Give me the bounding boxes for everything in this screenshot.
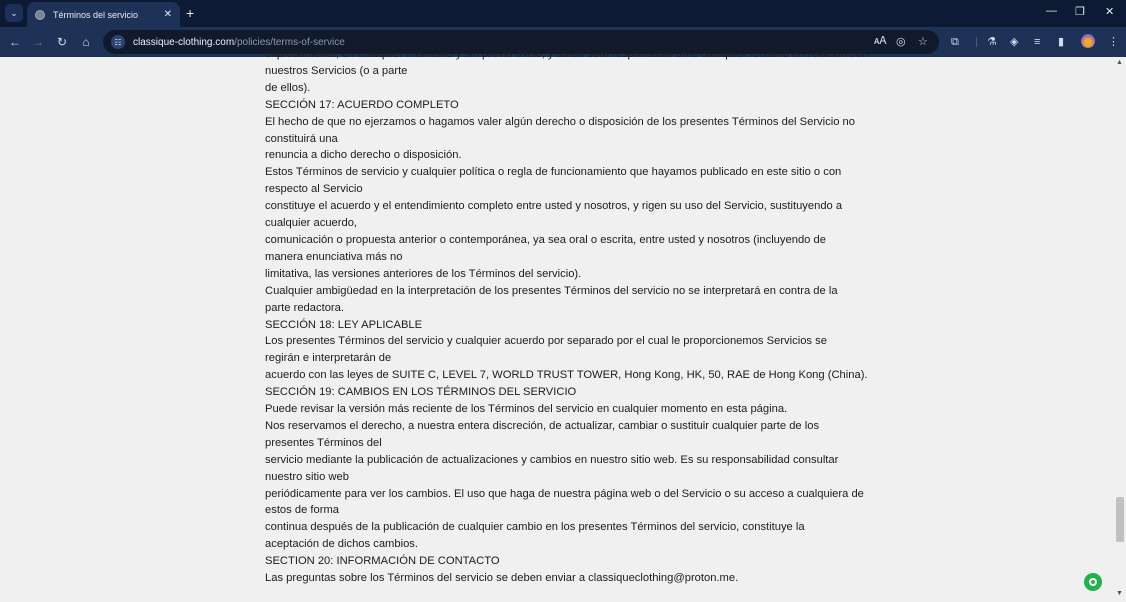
pin-icon xyxy=(1089,578,1097,586)
doc-line: comunicación o propuesta anterior o contemporánea, ya sea oral o escrita, entre usted y nosotros (incluyendo de xyxy=(265,233,826,246)
toolbar-divider xyxy=(976,37,977,47)
tracking-protection-icon[interactable]: ◎ xyxy=(896,36,906,48)
section-heading: SECCIÓN 19: CAMBIOS EN LOS TÉRMINOS DEL SERVICIO xyxy=(265,386,577,399)
doc-line: aceptación de dichos cambios. xyxy=(265,538,418,551)
doc-line: limitativa, las versiones anteriores de los Términos del servicio). xyxy=(265,267,582,280)
doc-line: Los presentes Términos del servicio y cualquier acuerdo por separado por el cual le proporcionemos Servicios se xyxy=(265,335,827,348)
doc-line: expresamente, en cualquier momento y sin previo aviso, y usted será responsable ante cualquier reclamo en relación con xyxy=(265,48,869,60)
doc-line: constituirá una xyxy=(265,132,338,145)
url-path: /policies/terms-of-service xyxy=(234,36,345,48)
url-host: classique-clothing.com xyxy=(133,36,235,48)
doc-line: Nos reservamos el derecho, a nuestra entera discreción, de actualizar, cambiar o sustituir cualquier parte de los xyxy=(265,419,820,432)
terms-document xyxy=(265,46,869,587)
globe-icon xyxy=(35,10,45,20)
close-window-button[interactable]: ✕ xyxy=(1105,6,1115,18)
doc-line: El hecho de que no ejerzamos o hagamos valer algún derecho o disposición de los presentes Términos del Servicio no xyxy=(265,115,855,128)
doc-line: servicio mediante la publicación de actualizaciones y cambios en nuestro sitio web. Es su responsabilidad consultar xyxy=(265,453,839,466)
doc-line: nuestro sitio web xyxy=(265,470,349,483)
home-icon[interactable]: ⌂ xyxy=(82,35,90,49)
tab-title: Términos del servicio xyxy=(53,9,139,20)
side-panel-icon[interactable]: ▮ xyxy=(1058,36,1065,48)
restore-button[interactable]: ❐ xyxy=(1075,6,1085,18)
doc-line: continua después de la publicación de cualquier cambio en los presentes Términos del servicio, constituye la xyxy=(265,521,805,534)
doc-line: manera enunciativa más no xyxy=(265,250,403,263)
tab-active[interactable] xyxy=(27,2,180,27)
doc-line: de ellos). xyxy=(265,81,311,94)
reload-icon[interactable]: ↻ xyxy=(56,35,68,49)
doc-line: acuerdo con las leyes de SUITE C, LEVEL 7, WORLD TRUST TOWER, Hong Kong, HK, 50, RAE de Hong Kong (China). xyxy=(265,369,868,382)
doc-line: Estos Términos de servicio y cualquier política o regla de funcionamiento que hayamos publicado en este sitio o con xyxy=(265,166,842,179)
page-content xyxy=(0,48,1114,602)
doc-line: Puede revisar la versión más reciente de los Términos del servicio en cualquier momento en esta página. xyxy=(265,403,788,416)
media-control-icon[interactable]: ≡ xyxy=(1034,36,1041,48)
performance-icon[interactable]: ◈ xyxy=(1010,36,1019,48)
labs-icon[interactable]: ⚗ xyxy=(987,36,997,48)
section-heading: SECTION 20: INFORMACIÓN DE CONTACTO xyxy=(265,555,500,568)
section-heading: SECCIÓN 17: ACUERDO COMPLETO xyxy=(265,98,459,111)
tab-search-button[interactable]: ⌄ xyxy=(5,4,23,22)
menu-icon[interactable]: ⋮ xyxy=(1108,36,1119,48)
profile-avatar[interactable] xyxy=(1081,34,1095,48)
scroll-thumb[interactable] xyxy=(1116,497,1124,542)
doc-line: respecto al Servicio xyxy=(265,183,363,196)
bookmark-star-icon[interactable]: ☆ xyxy=(918,36,928,48)
scroll-up-arrow-icon[interactable]: ▲ xyxy=(1116,59,1123,66)
back-icon[interactable]: ← xyxy=(9,35,21,49)
doc-line: parte redactora. xyxy=(265,301,344,314)
close-tab-icon[interactable]: ✕ xyxy=(163,9,172,20)
vertical-scrollbar[interactable] xyxy=(1114,57,1126,602)
translate-icon[interactable]: 🗚 xyxy=(874,35,887,47)
doc-line: Cualquier ambigüedad en la interpretación de los presentes Términos del servicio no se interpretará en contra de la xyxy=(265,284,838,297)
floating-action-button[interactable] xyxy=(1084,573,1102,591)
extensions-icon[interactable]: ⧉ xyxy=(951,36,959,48)
section-heading: SECCIÓN 18: LEY APLICABLE xyxy=(265,318,423,331)
contact-line: Las preguntas sobre los Términos del servicio se deben enviar a classiqueclothing@proton.me. xyxy=(265,572,739,585)
site-info-icon[interactable]: ☷ xyxy=(111,35,125,49)
minimize-button[interactable]: — xyxy=(1046,5,1057,17)
doc-line: estos de forma xyxy=(265,504,339,517)
forward-icon[interactable]: → xyxy=(32,35,44,49)
title-bar xyxy=(0,0,1126,27)
doc-line: nuestros Servicios (o a parte xyxy=(265,64,408,77)
new-tab-button[interactable]: + xyxy=(186,5,195,21)
scroll-down-arrow-icon[interactable]: ▼ xyxy=(1116,590,1123,597)
doc-line: periódicamente para ver los cambios. El uso que haga de nuestra página web o del Servicio o su acceso a cualquiera de xyxy=(265,487,864,500)
doc-line: renuncia a dicho derecho o disposición. xyxy=(265,149,462,162)
doc-line: constituye el acuerdo y el entendimiento completo entre usted y nosotros, y rigen su uso del Servicio, sustituyendo a xyxy=(265,200,843,213)
doc-line: cualquier acuerdo, xyxy=(265,217,358,230)
doc-line: presentes Términos del xyxy=(265,436,382,449)
doc-line: regirán e interpretarán de xyxy=(265,352,392,365)
